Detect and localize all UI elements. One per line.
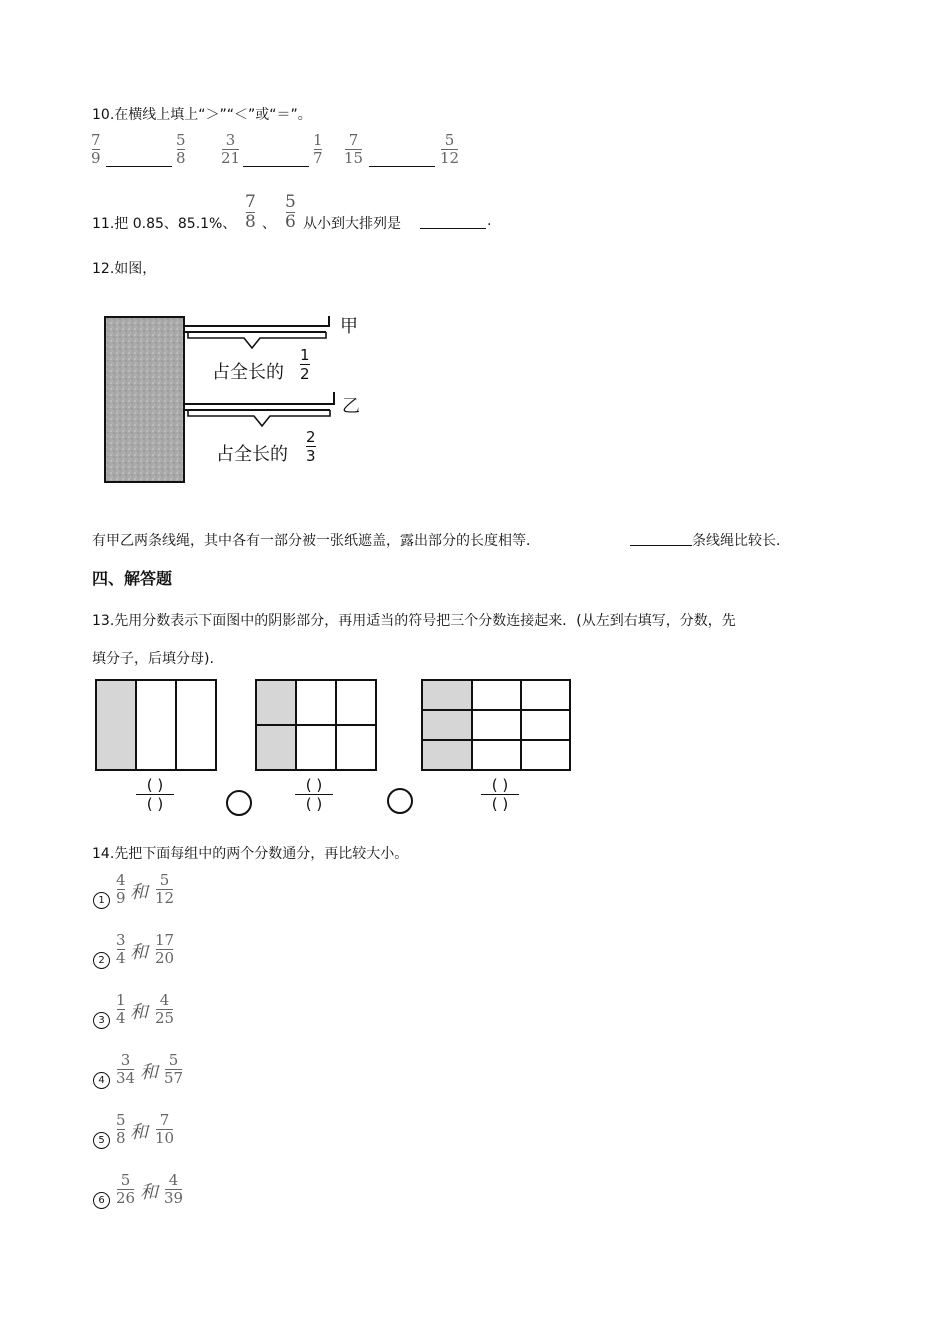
q10-prompt: 10.在横线上填上“＞”“＜”或“＝”。 [92,107,312,123]
q14-item1-frac-a: 4 9 [116,871,126,907]
q10-frac-7-15: 7 15 [344,131,364,167]
q14-item4-frac-b: 5 57 [164,1051,184,1087]
q13-answer-3[interactable]: ( ) ( ) [481,776,519,813]
q11-prompt-end: 从小到大排列是 [303,216,401,232]
q13-compare-circle-2[interactable] [387,788,413,814]
grid-2 [256,680,376,770]
item-marker-5: 5 [93,1132,110,1149]
q14-item3-frac-a: 1 4 [116,991,126,1027]
label-jia: 甲 [340,316,358,337]
q14-item6-frac-b: 4 39 [164,1171,184,1207]
q13-answer-2[interactable]: ( ) ( ) [295,776,333,813]
q11-blank[interactable] [420,228,486,229]
q14-item2-frac-b: 17 20 [155,931,175,967]
q13-prompt-line2: 填分子，后填分母). [92,651,214,667]
item-marker-2: 2 [93,952,110,969]
caption-jia: 占全长的 [212,362,284,383]
q11-frac-5-6: 5 6 [285,192,296,232]
q14-item5-and: 和 [130,1122,148,1143]
item-marker-3: 3 [93,1012,110,1029]
q14-item1-and: 和 [130,882,148,903]
q11-separator: 、 [262,216,276,232]
rope-yi [184,392,334,404]
q12-prompt: 12.如图， [92,261,157,277]
q14-item5-frac-b: 7 10 [155,1111,175,1147]
q14-item6-and: 和 [140,1182,158,1203]
q12-statement-end: 条线绳比较长． [692,533,790,549]
rope-jia [184,316,329,326]
cover-paper [105,317,184,482]
q13-shapes [94,678,574,773]
q13-compare-circle-1[interactable] [226,790,252,816]
grid-3 [422,680,570,770]
q10-blank-1[interactable] [106,166,172,167]
q10-frac-3-21: 3 21 [221,131,241,167]
q14-prompt: 14.先把下面每组中的两个分数通分，再比较大小。 [92,846,409,862]
q14-item5-frac-a: 5 8 [116,1111,126,1147]
item-marker-4: 4 [93,1072,110,1089]
q10-blank-3[interactable] [369,166,435,167]
q10-frac-1-7: 1 7 [313,131,323,167]
q14-item2-frac-a: 3 4 [116,931,126,967]
q11-frac-7-8: 7 8 [245,192,256,232]
label-yi: 乙 [342,396,360,417]
q14-item2-and: 和 [130,942,148,963]
q12-blank[interactable] [630,545,692,546]
q10-frac-5-12: 5 12 [440,131,460,167]
q14-item6-frac-a: 5 26 [116,1171,136,1207]
brace-yi [188,410,330,426]
grid-1 [96,680,216,770]
item-marker-1: 1 [93,892,110,909]
section-heading: 四、解答题 [92,569,173,588]
q12-figure [104,316,364,486]
q10-blank-2[interactable] [243,166,309,167]
q11-prompt-start: 11.把 0.85、85.1%、 [92,216,237,232]
q13-answer-1[interactable]: ( ) ( ) [136,776,174,813]
item-marker-6: 6 [93,1192,110,1209]
q11-period: . [487,213,492,229]
q12-statement: 有甲乙两条线绳，其中各有一部分被一张纸遮盖，露出部分的长度相等． [92,533,540,549]
q10-frac-5-8: 5 8 [176,131,186,167]
q14-item1-frac-b: 5 12 [155,871,175,907]
caption-yi: 占全长的 [216,444,288,465]
q14-item3-frac-b: 4 25 [155,991,175,1027]
caption-jia-frac: 1 2 [300,346,310,383]
q14-item4-frac-a: 3 34 [116,1051,136,1087]
q14-item3-and: 和 [130,1002,148,1023]
caption-yi-frac: 2 3 [306,428,316,465]
q10-frac-7-9: 7 9 [91,131,101,167]
q14-item4-and: 和 [140,1062,158,1083]
q13-prompt-line1: 13.先用分数表示下面图中的阴影部分，再用适当的符号把三个分数连接起来．(从左到右填写，分数，先 [92,613,736,629]
